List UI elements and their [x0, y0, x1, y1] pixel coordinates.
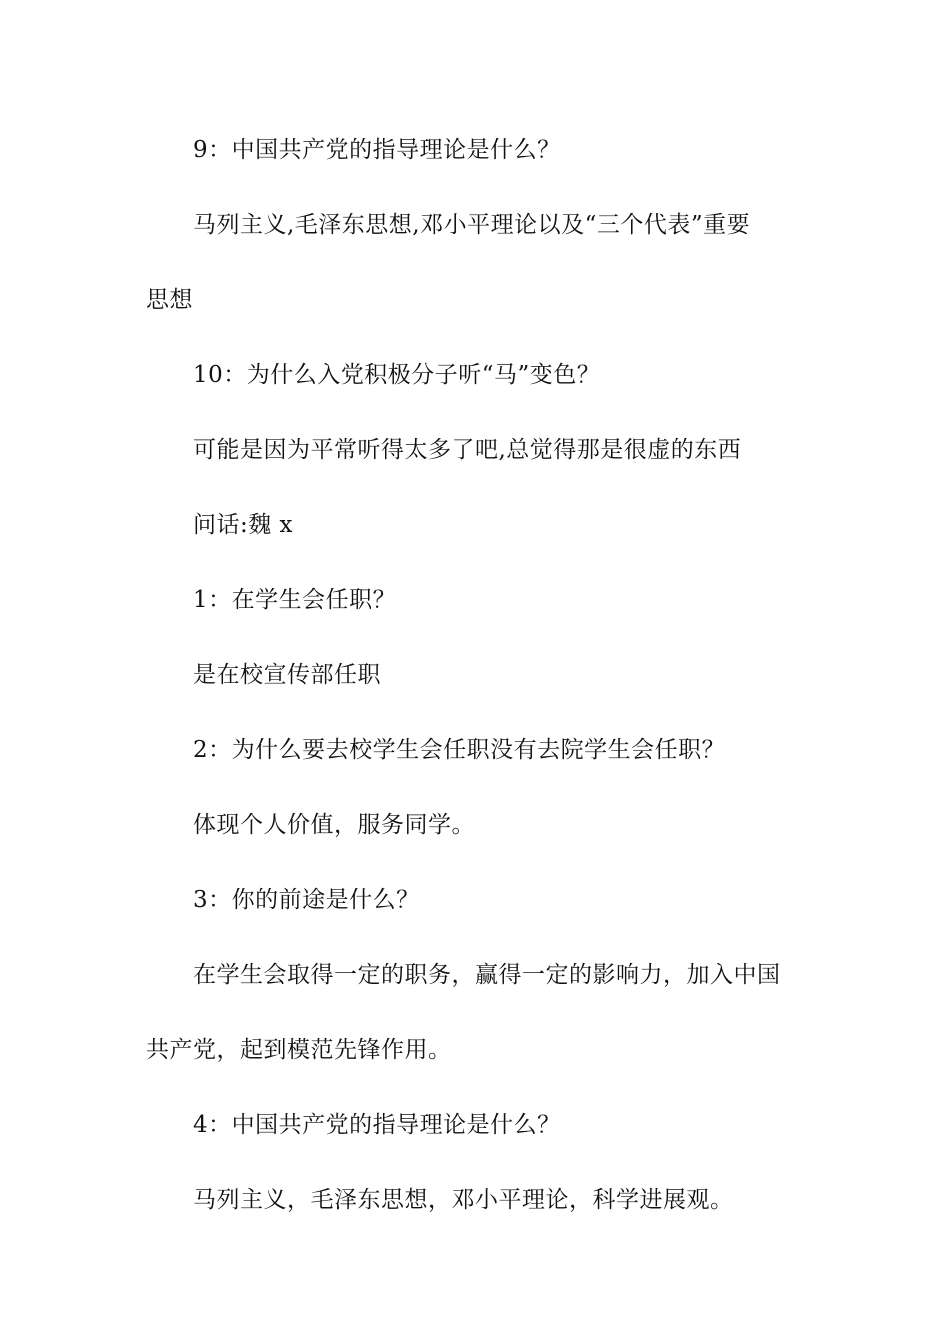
- question-4: 4：中国共产党的指导理论是什么？: [193, 1112, 561, 1138]
- answer-3-line-1: 在学生会取得一定的职务，赢得一定的影响力，加入中国: [193, 962, 781, 988]
- answer-10: 可能是因为平常听得太多了吧,总觉得那是很虚的东西: [193, 437, 742, 463]
- answer-2: 体现个人价值，服务同学。: [193, 812, 475, 838]
- question-2: 2：为什么要去校学生会任职没有去院学生会任职？: [193, 737, 726, 763]
- answer-1: 是在校宣传部任职: [193, 662, 381, 688]
- question-3: 3：你的前途是什么？: [193, 887, 420, 913]
- question-9: 9：中国共产党的指导理论是什么？: [193, 137, 561, 163]
- question-10: 10：为什么入党积极分子听“马”变色？: [193, 362, 601, 388]
- answer-9-line-1: 马列主义,毛泽东思想,邓小平理论以及“三个代表”重要: [193, 212, 751, 238]
- answer-9-line-2: 思想: [146, 287, 193, 313]
- answer-4: 马列主义，毛泽东思想，邓小平理论，科学进展观。: [193, 1187, 734, 1213]
- interviewee-heading: 问话:魏 x: [193, 512, 294, 538]
- answer-3-line-2: 共产党，起到模范先锋作用。: [146, 1037, 452, 1063]
- question-1: 1：在学生会任职？: [193, 587, 397, 613]
